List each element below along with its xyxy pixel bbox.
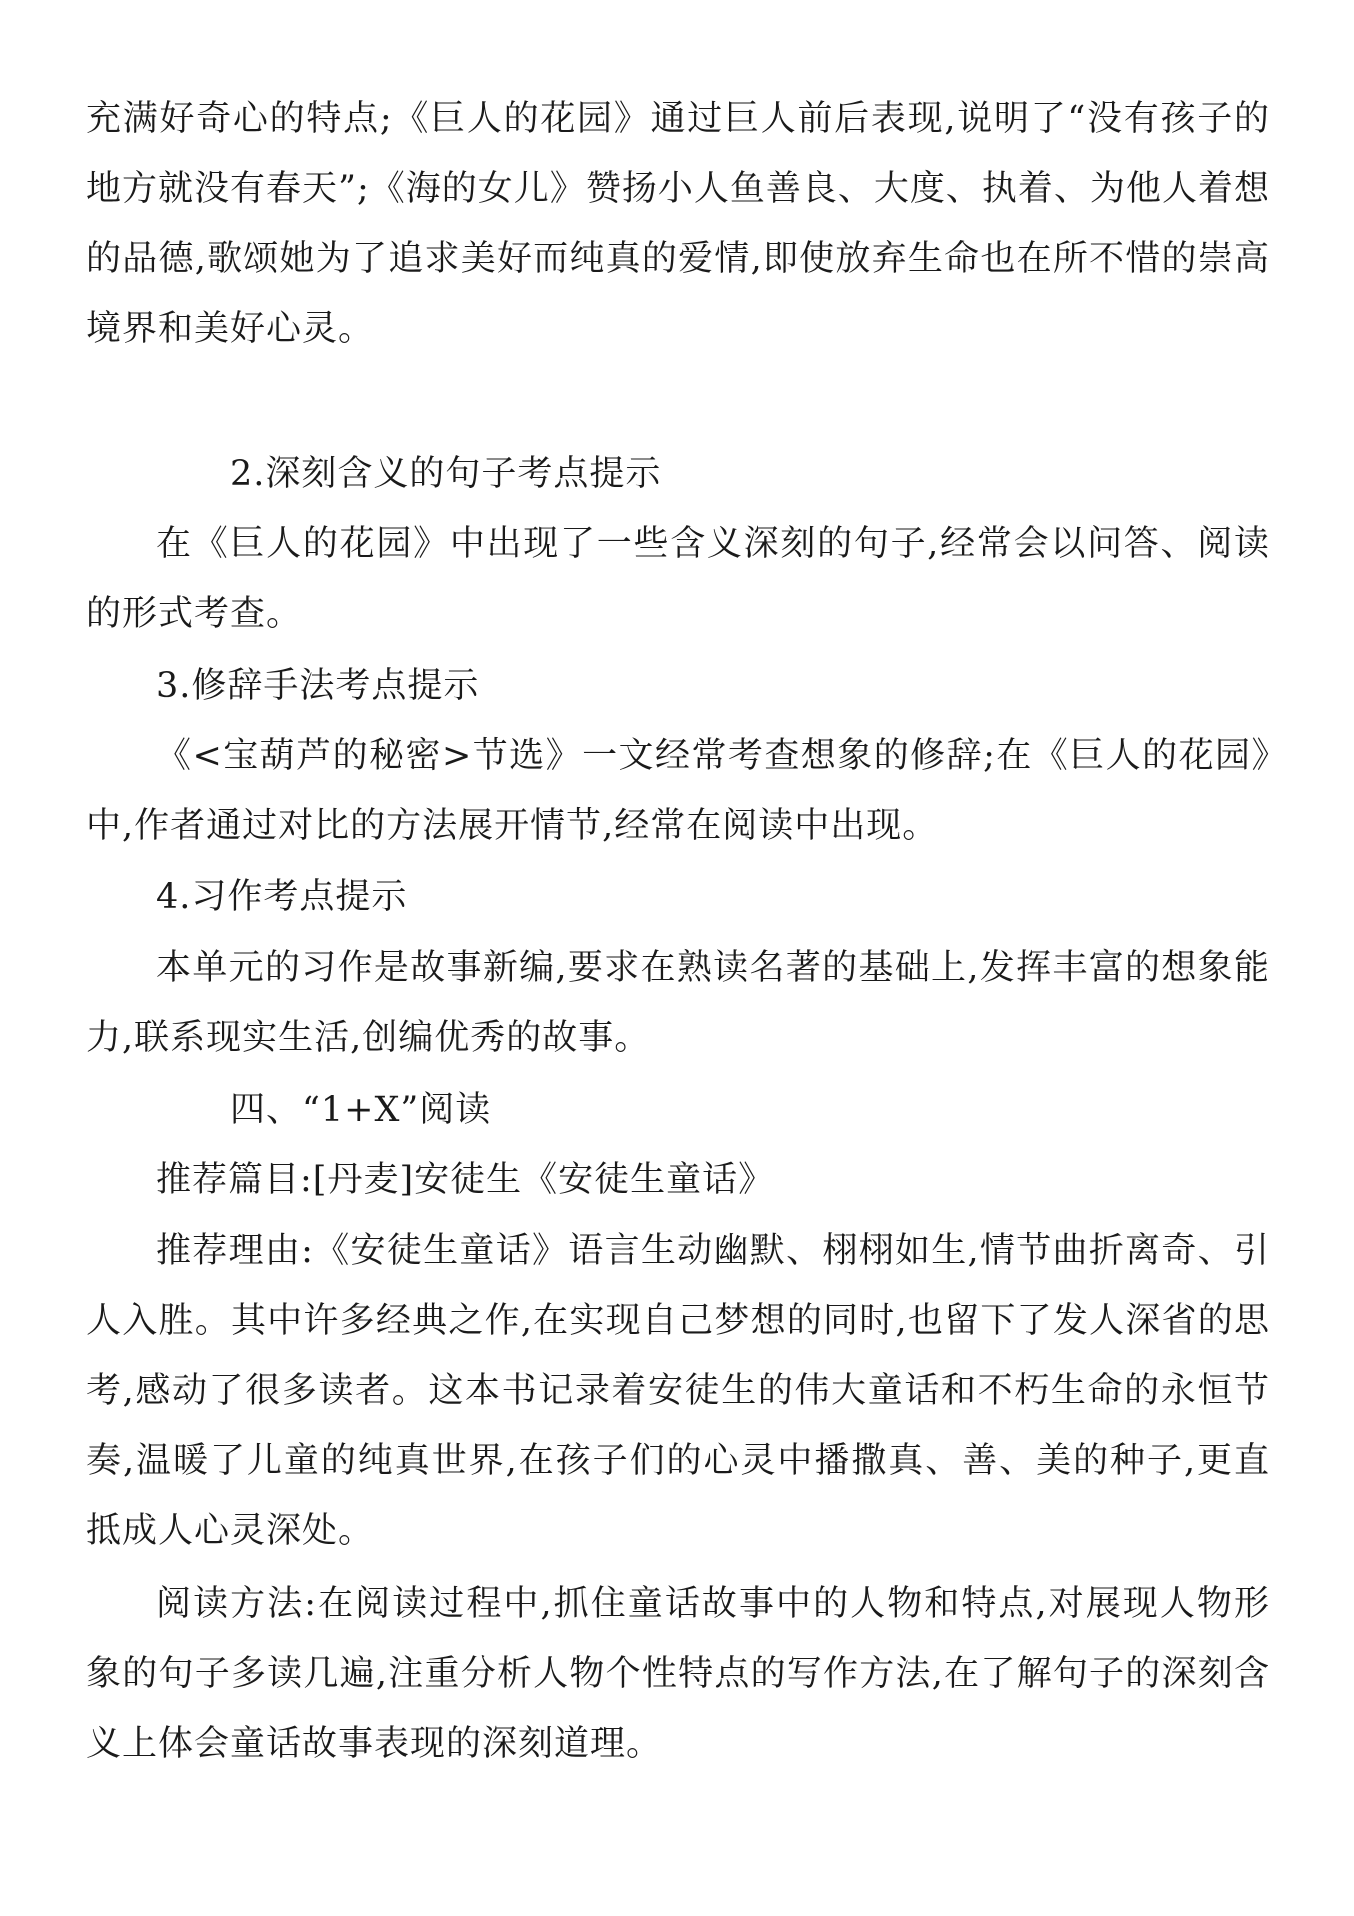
paragraph-writing: 本单元的习作是故事新编,要求在熟读名著的基础上,发挥丰富的想象能力,联系现实生活,创编优秀的故事。 — [86, 948, 1270, 1058]
heading-rhetoric: 3.修辞手法考点提示 — [156, 666, 480, 706]
paragraph-themes-summary: 充满好奇心的特点;《巨人的花园》通过巨人前后表现,说明了“没有孩子的地方就没有春天”;《海的女儿》赞扬小人鱼善良、大度、执着、为他人着想的品德,歌颂她为了追求美好而纯真的爱情,即使放弃生命也在所不惜的崇高境界和美好心灵。 — [86, 99, 1270, 349]
paragraph-rhetoric: 《<宝葫芦的秘密>节选》一文经常考查想象的修辞;在《巨人的花园》中,作者通过对比的方法展开情节,经常在阅读中出现。 — [86, 736, 1270, 846]
heading-1x-reading: 四、“1+X”阅读 — [230, 1090, 492, 1130]
paragraph-recommended-title: 推荐篇目:[丹麦]安徒生《安徒生童话》 — [156, 1160, 775, 1200]
heading-deep-meaning-sentences: 2.深刻含义的句子考点提示 — [230, 454, 662, 494]
paragraph-deep-meaning-sentences: 在《巨人的花园》中出现了一些含义深刻的句子,经常会以问答、阅读的形式考查。 — [86, 524, 1270, 634]
paragraph-reading-method: 阅读方法:在阅读过程中,抓住童话故事中的人物和特点,对展现人物形象的句子多读几遍,注重分析人物个性特点的写作方法,在了解句子的深刻含义上体会童话故事表现的深刻道理。 — [86, 1584, 1270, 1764]
paragraph-recommendation-reason: 推荐理由:《安徒生童话》语言生动幽默、栩栩如生,情节曲折离奇、引人入胜。其中许多经典之作,在实现自己梦想的同时,也留下了发人深省的思考,感动了很多读者。这本书记录着安徒生的伟大童话和不朽生命的永恒节奏,温暖了儿童的纯真世界,在孩子们的心灵中播撒真、善、美的种子,更直抵成人心灵深处。 — [86, 1231, 1270, 1551]
heading-writing: 4.习作考点提示 — [156, 877, 408, 917]
